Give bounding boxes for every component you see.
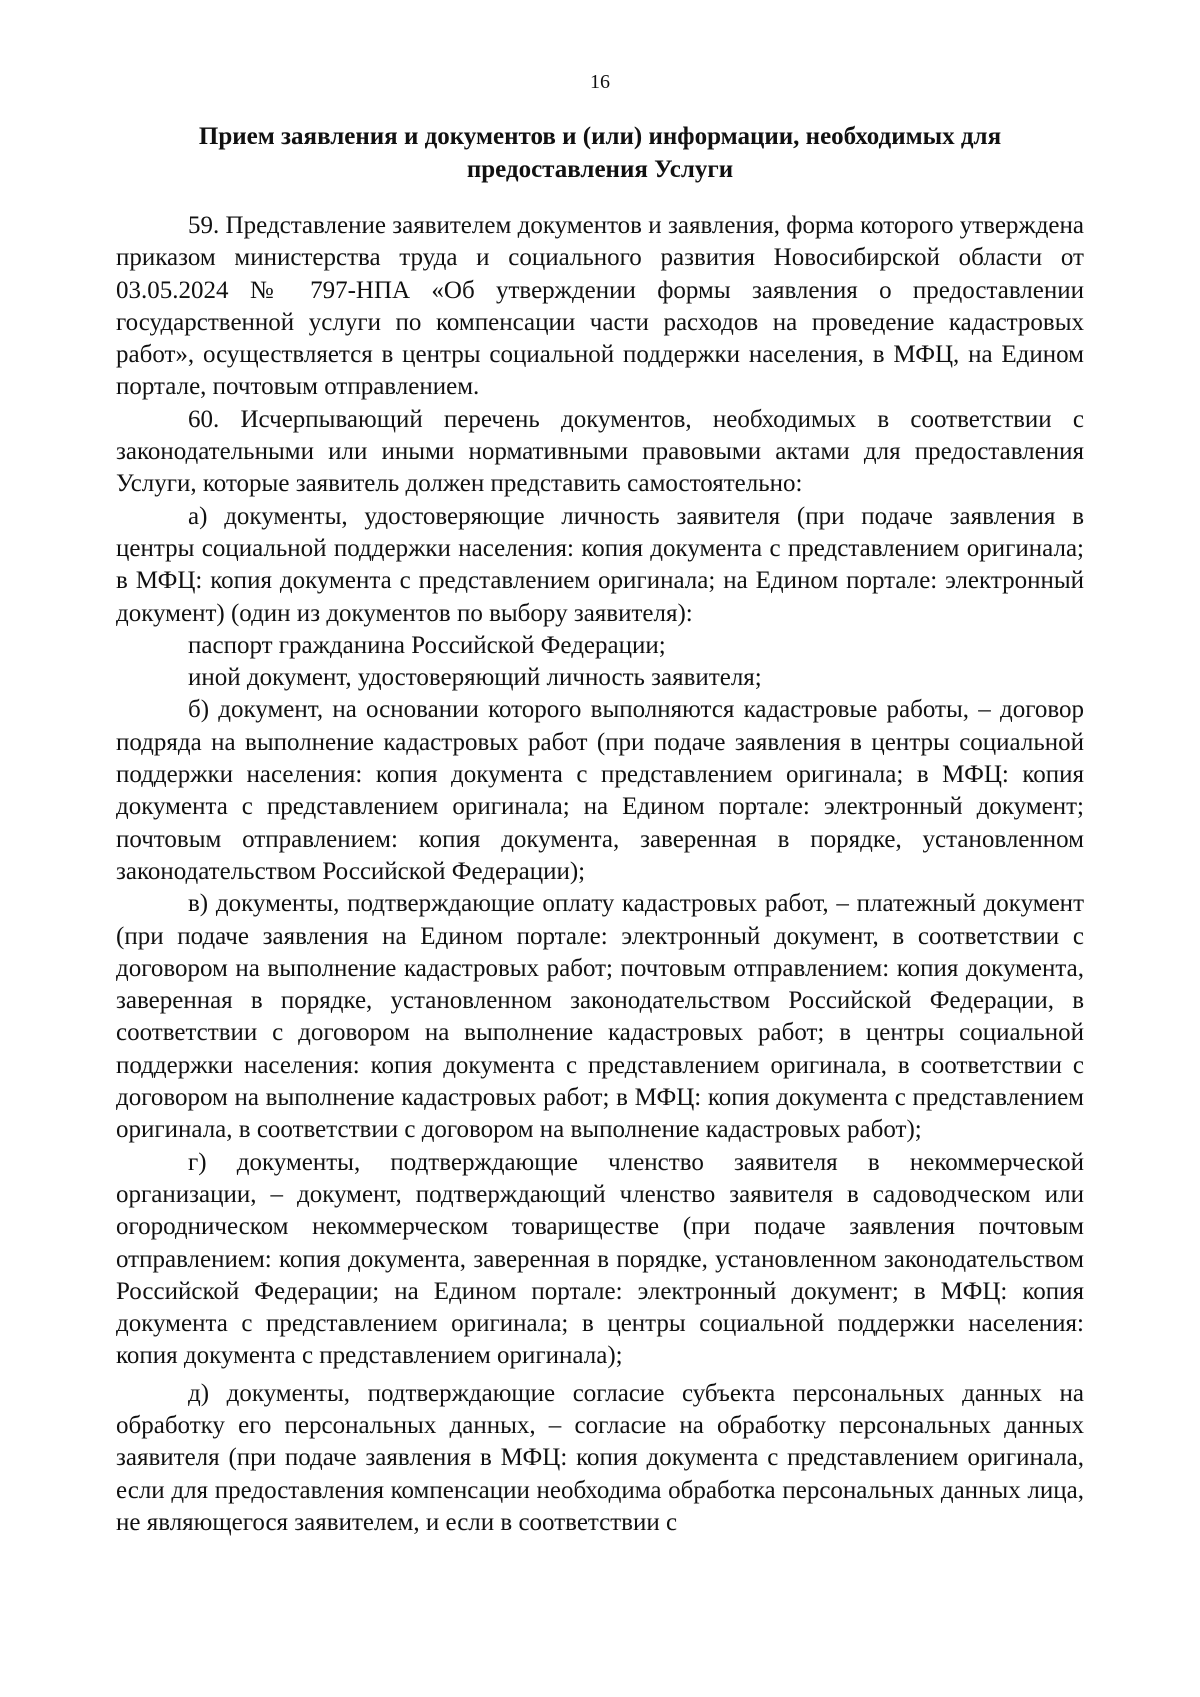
- section-heading: [116, 120, 1084, 186]
- section-heading-line-2: предоставления Услуги: [466, 156, 734, 183]
- document-body: [116, 210, 1084, 1539]
- list-item-g: г) документы, подтверждающие членство заявителя в некоммерческой организации, – документ, подтверждающий членство заявителя в садоводческом или огородническом некоммерческом товариществе (при подаче заявления почтовым отправлением: копия документа, заверенная в порядке, установленном законодательством Российской Федерации; на Едином портале: электронный документ; в МФЦ: копия документа с представлением оригинала; в центры социальной поддержки населения: копия документа с представлением оригинала);: [116, 1148, 1084, 1370]
- page-number: 16: [590, 71, 610, 93]
- list-item-v: в) документы, подтверждающие оплату кадастровых работ, – платежный документ (при подаче заявления на Едином портале: электронный документ, в соответствии с договором на выполнение кадастровых работ; почтовым отправлением: копия документа, заверенная в порядке, установленном законодательством Российской Федерации, в соответствии с договором на выполнение кадастровых работ; в центры социальной поддержки населения: копия документа с представлением оригинала, в соответствии с договором на выполнение кадастровых работ; в МФЦ: копия документа с представлением оригинала, в соответствии с договором на выполнение кадастровых работ);: [116, 890, 1084, 1144]
- section-heading-line-1: Прием заявления и документов и (или) информации, необходимых для: [198, 123, 1002, 150]
- paragraph-60: 60. Исчерпывающий перечень документов, необходимых в соответствии с законодательными или иными нормативными правовыми актами для предоставления Услуги, которые заявитель должен представить самостоятельно:: [116, 405, 1084, 498]
- list-subitem-passport: паспорт гражданина Российской Федерации;: [188, 631, 666, 659]
- list-subitem-other-id: иной документ, удостоверяющий личность заявителя;: [188, 664, 762, 692]
- list-item-d: д) документы, подтверждающие согласие субъекта персональных данных на обработку его персональных данных, – согласие на обработку персональных данных заявителя (при подаче заявления в МФЦ: копия документа с представлением оригинала, если для предоставления компенсации необходима обработка персональных данных лица, не являющегося заявителем, и если в соответствии с: [116, 1379, 1084, 1536]
- list-item-a: а) документы, удостоверяющие личность заявителя (при подаче заявления в центры социальной поддержки населения: копия документа с представлением оригинала; в МФЦ: копия документа с представлением оригинала; на Едином портале: электронный документ) (один из документов по выбору заявителя):: [116, 502, 1084, 627]
- paragraph-59: 59. Представление заявителем документов и заявления, форма которого утверждена приказом министерства труда и социального развития Новосибирской области от 03.05.2024 № 797-НПА «Об утверждении формы заявления о предоставлении государственной услуги по компенсации части расходов на проведение кадастровых работ», осуществляется в центры социальной поддержки населения, в МФЦ, на Едином портале, почтовым отправлением.: [116, 212, 1084, 401]
- list-item-b: б) документ, на основании которого выполняются кадастровые работы, – договор подряда на выполнение кадастровых работ (при подаче заявления в центры социальной поддержки населения: копия документа с представлением оригинала; в МФЦ: копия документа с представлением оригинала; на Едином портале: электронный документ; почтовым отправлением: копия документа, заверенная в порядке, установленном законодательством Российской Федерации);: [116, 696, 1084, 885]
